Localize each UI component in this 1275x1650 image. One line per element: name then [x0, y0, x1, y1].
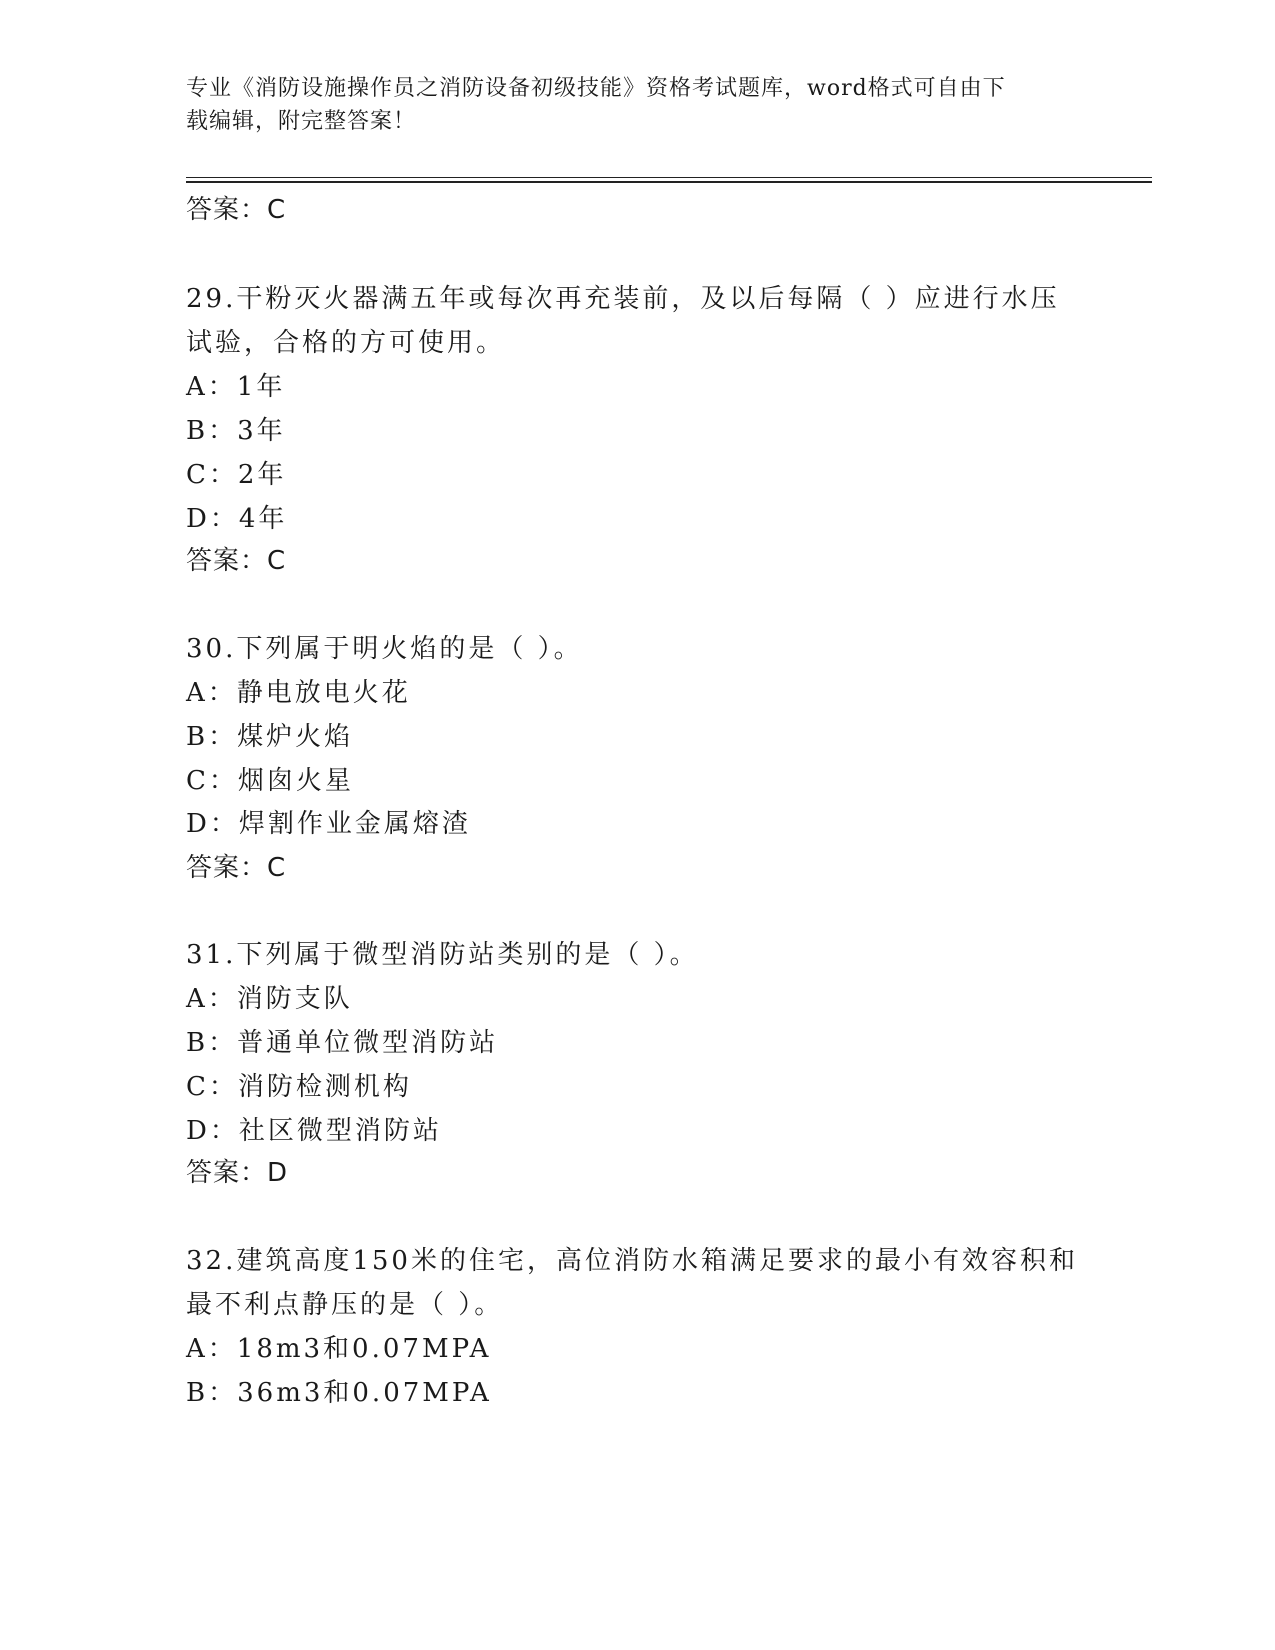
question-29-option-d: D：4年	[186, 504, 288, 534]
question-32-option-b: B：36m3和0.07MPA	[186, 1378, 492, 1408]
question-31-option-c: C：消防检测机构	[186, 1072, 412, 1102]
document-header	[186, 72, 1066, 138]
header-divider-thin	[186, 177, 1152, 178]
question-32-stem-line-1: 32.建筑高度150米的住宅，高位消防水箱满足要求的最小有效容积和	[186, 1246, 1078, 1276]
question-29-stem-line-1: 29.干粉灭火器满五年或每次再充装前，及以后每隔（ ）应进行水压	[186, 284, 1060, 314]
question-30-option-a: A：静电放电火花	[186, 678, 411, 708]
question-29-option-c: C：2年	[186, 460, 287, 490]
question-32-stem-line-2: 最不利点静压的是（ ）。	[186, 1290, 504, 1320]
question-29-stem-line-2: 试验，合格的方可使用。	[186, 328, 506, 358]
question-32-option-a: A：18m3和0.07MPA	[186, 1334, 492, 1364]
question-30-stem: 30.下列属于明火焰的是（ ）。	[186, 634, 583, 664]
question-30-answer: 答案：C	[186, 853, 287, 883]
question-31-option-b: B：普通单位微型消防站	[186, 1028, 499, 1058]
question-29-option-b: B：3年	[186, 416, 286, 446]
question-31-option-d: D：社区微型消防站	[186, 1116, 442, 1146]
question-30-option-b: B：煤炉火焰	[186, 722, 354, 752]
previous-answer: 答案：C	[186, 195, 287, 225]
question-31-option-a: A：消防支队	[186, 984, 353, 1014]
header-line-1: 专业《消防设施操作员之消防设备初级技能》资格考试题库，word格式可自由下	[186, 76, 1006, 101]
header-line-2: 载编辑，附完整答案！	[186, 109, 417, 134]
question-31-answer: 答案：D	[186, 1158, 289, 1188]
question-30-option-c: C：烟囱火星	[186, 766, 354, 796]
question-29-option-a: A：1年	[186, 372, 286, 402]
question-31-stem: 31.下列属于微型消防站类别的是（ ）。	[186, 940, 699, 970]
question-29-answer: 答案：C	[186, 546, 287, 576]
question-30-option-d: D：焊割作业金属熔渣	[186, 809, 471, 839]
header-divider-thick	[186, 181, 1152, 183]
